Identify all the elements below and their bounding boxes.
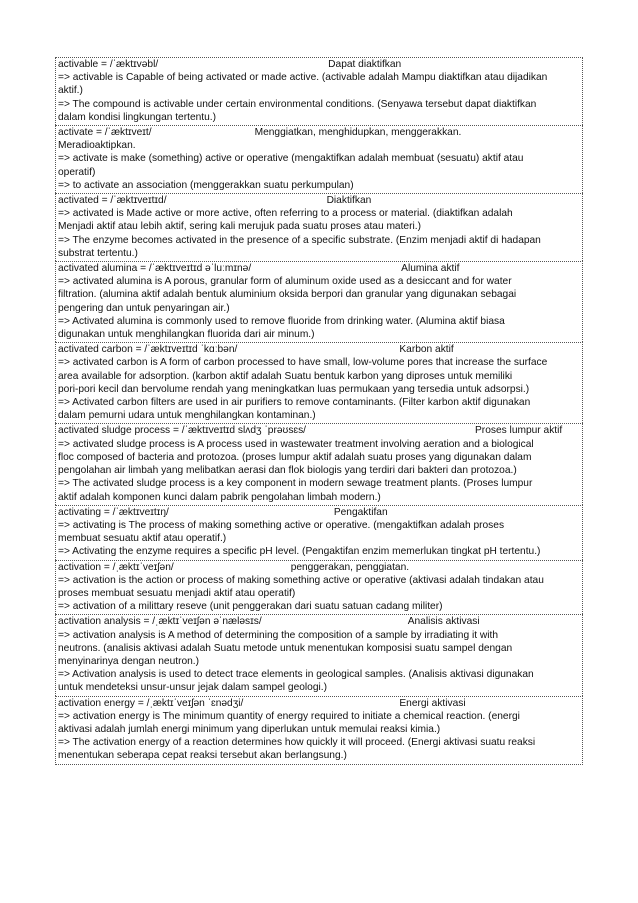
dictionary-entry [55, 125, 583, 193]
entry-line: menyinarinya dengan neutron.) [58, 655, 200, 667]
entry-line: substrat tertentu.) [58, 247, 138, 259]
entry-line: => activation of a milittary reseve (unit penggerakan dari suatu satuan cadang militer) [58, 601, 443, 613]
entry-line: => The activation energy of a reaction determines how quickly it will proceed. (Energi aktivasi suatu reaksi [58, 737, 536, 749]
entry-line: aktif.) [58, 85, 83, 97]
entry-line: dalam kondisi lingkungan tertentu.) [58, 111, 217, 123]
entry-line: membuat sesuatu aktif atau operatif.) [58, 533, 227, 545]
entry-line: => activated is Made active or more active, often referring to a process or material. (diaktifkan adalah [58, 208, 513, 220]
entry-line: => The enzyme becomes activated in the presence of a specific substrate. (Enzim menjadi aktif di hadapan [58, 234, 541, 246]
entry-line: Meradioaktipkan. [58, 140, 136, 152]
entry-line: => activable is Capable of being activated or made active. (activable adalah Mampu diaktifkan atau dijadikan [58, 72, 548, 84]
entry-line: aktif adalah komponen kunci dalam pabrik pengolahan limbah modern.) [58, 491, 381, 503]
entry-word: activated alumina = /ˈæktɪveɪtɪd əˈluːmɪnə/ [58, 263, 252, 275]
entry-translation: Diaktifkan [326, 195, 372, 207]
entry-line: => activating is The process of making something active or operative. (mengaktifkan adalah proses [58, 519, 505, 531]
dictionary-entry [55, 342, 583, 423]
entry-translation: Pengaktifan [333, 506, 388, 518]
entry-line: digunakan untuk menghilangkan fluorida dari air minum.) [58, 329, 315, 341]
entry-translation: Proses lumpur aktif [475, 425, 563, 437]
entry-line: dalam pemurni udara untuk menghilangkan kontaminan.) [58, 410, 316, 422]
entry-translation: penggerakan, penggiatan. [290, 561, 410, 573]
entry-word: activable = /ˈæktɪvəbl/ [58, 59, 159, 70]
entry-line: area available for adsorption. (karbon aktif adalah Suatu bentuk karbon yang diproses untuk memiliki [58, 370, 513, 382]
entry-line: filtration. (alumina aktif adalah bentuk aluminium oksida berpori dan granular yang digunakan sebagai [58, 289, 517, 301]
entry-word: activated = /ˈæktɪveɪtɪd/ [58, 195, 167, 207]
entry-word: activation analysis = /ˌæktɪˈveɪʃən əˈnæləsɪs/ [58, 616, 262, 628]
dictionary-entry [55, 261, 583, 342]
entry-word: activation energy = /ˌæktɪˈveɪʃən ˈɛnədʒi/ [58, 697, 244, 709]
entry-header [58, 424, 580, 437]
entry-line: pori-pori kecil dan bervolume rendah yang meningkatkan luas permukaan yang tersedia untuk adsorpsi.) [58, 383, 530, 395]
entry-line: => activation energy is The minimum quantity of energy required to initiate a chemical reaction. (energi [58, 710, 520, 722]
entry-line: pengolahan air limbah yang melibatkan aerasi dan flok biologis yang terdiri dari bakteri dan protozoa.) [58, 465, 517, 477]
entry-translation: Dapat diaktifkan [328, 59, 402, 70]
entry-line: pengering dan untuk penyaringan air.) [58, 302, 230, 314]
entry-line: proses membuat sesuatu menjadi aktif atau operatif) [58, 587, 296, 599]
dictionary-entry [55, 423, 583, 504]
entry-line: => The compound is activable under certain environmental conditions. (Senyawa tersebut dapat diaktifkan [58, 98, 537, 110]
entry-word: activation = /ˌæktɪˈveɪʃən/ [58, 561, 174, 573]
entry-line: untuk mendeteksi unsur-unsur jejak dalam sampel geologi.) [58, 682, 327, 694]
entry-line: neutrons. (analisis aktivasi adalah Suatu metode untuk menentukan komposisi suatu sampel dengan [58, 642, 513, 654]
entry-line: => to activate an association (menggerakkan suatu perkumpulan) [58, 179, 354, 191]
dictionary-entry [55, 505, 583, 560]
entry-line: => activated alumina is A porous, granular form of aluminum oxide used as a desiccant and for water [58, 276, 512, 288]
entry-line: => activation analysis is A method of determining the composition of a sample by irradiating it with [58, 629, 498, 641]
entry-line: operatif) [58, 166, 96, 178]
entry-translation: Menggiatkan, menghidupkan, menggerakkan. [254, 127, 462, 139]
entry-word: activated sludge process = /ˈæktɪveɪtɪd slʌdʒ ˈprəʊsɛs/ [58, 425, 307, 437]
entry-line: floc composed of bacteria and protozoa. (proses lumpur aktif adalah suatu proses yang digunakan dalam [58, 451, 532, 463]
entry-translation: Alumina aktif [401, 263, 460, 275]
entry-header [58, 58, 580, 71]
entry-header [58, 506, 580, 519]
entry-translation: Energi aktivasi [399, 697, 466, 709]
entry-header [58, 697, 580, 710]
entry-header [58, 561, 580, 574]
entry-line: => activation is the action or process of making something active or operative (aktivasi adalah tindakan atau [58, 574, 544, 586]
entry-line: => activated sludge process is A process used in wastewater treatment involving aeration and a biological [58, 438, 534, 450]
entry-word: activate = /ˈæktɪveɪt/ [58, 127, 152, 139]
entry-header [58, 615, 580, 628]
entry-translation: Karbon aktif [399, 344, 454, 356]
entry-line: => Activating the enzyme requires a specific pH level. (Pengaktifan enzim memerlukan tingkat pH tertentu.) [58, 546, 541, 558]
entry-word: activating = /ˈæktɪveɪtɪŋ/ [58, 506, 169, 518]
entry-line: => activate is make (something) active or operative (mengaktifkan adalah membuat (sesuatu) aktif atau [58, 153, 524, 165]
entry-header [58, 343, 580, 356]
dictionary-sheet [55, 57, 583, 765]
entry-line: => Activation analysis is used to detect trace elements in geological samples. (Analisis aktivasi digunakan [58, 669, 534, 681]
entry-header [58, 126, 580, 139]
entry-translation: Analisis aktivasi [407, 616, 480, 628]
entry-word: activated carbon = /ˈæktɪveɪtɪd ˈkɑːbən/ [58, 344, 238, 356]
entry-line: => activated carbon is A form of carbon processed to have small, low-volume pores that increase the surface [58, 357, 548, 369]
dictionary-entry [55, 614, 583, 695]
dictionary-entry [55, 193, 583, 261]
entry-line: aktivasi adalah jumlah energi minimum yang diperlukan untuk memulai reaksi kimia.) [58, 723, 441, 735]
entry-line: => Activated carbon filters are used in air purifiers to remove contaminants. (Filter karbon aktif digunakan [58, 397, 531, 409]
entry-line: menentukan seberapa cepat reaksi tersebut akan berlangsung.) [58, 750, 347, 762]
entry-line: Menjadi aktif atau lebih aktif, sering kali merujuk pada suatu proses atau materi.) [58, 221, 421, 233]
entry-header [58, 262, 580, 275]
entry-line: => Activated alumina is commonly used to remove fluoride from drinking water. (Alumina aktif biasa [58, 315, 505, 327]
dictionary-entry [55, 57, 583, 125]
dictionary-entry [55, 696, 583, 765]
entry-header [58, 194, 580, 207]
dictionary-entry [55, 560, 583, 615]
entry-line: => The activated sludge process is a key component in modern sewage treatment plants. (Proses lumpur [58, 478, 533, 490]
